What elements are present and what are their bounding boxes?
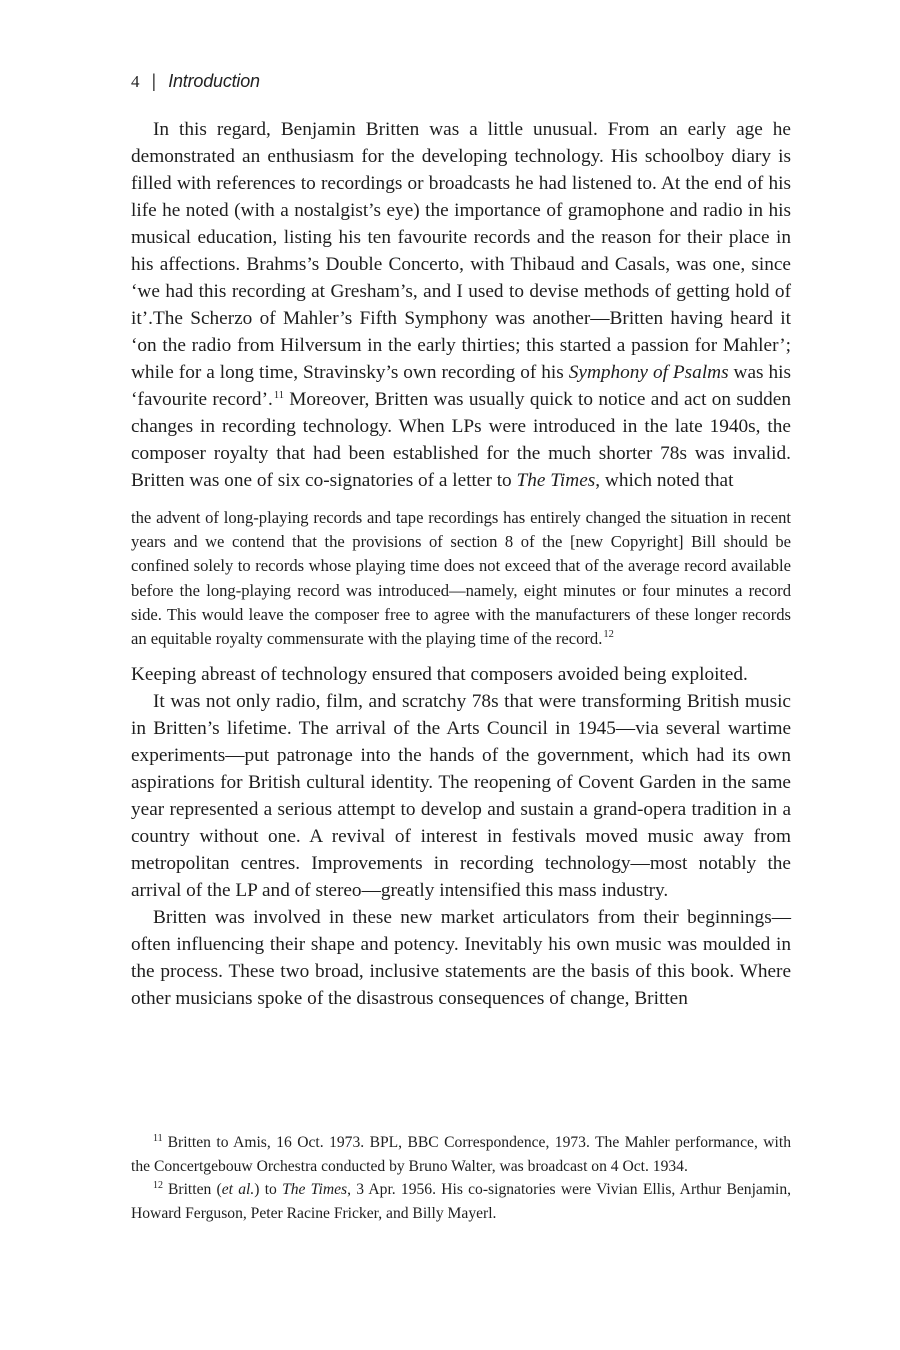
running-head	[131, 66, 791, 96]
book-page	[131, 66, 791, 1012]
block-quote-text	[131, 506, 791, 651]
header-separator: |	[151, 71, 157, 91]
block-quote	[131, 506, 791, 651]
newspaper-title-the-times: The Times	[282, 1181, 348, 1198]
footnote-text: ) to	[254, 1181, 283, 1198]
text-run: the advent of long-playing records and tape recordings has entirely changed the situation in recent years and we contend that the provisions of section 8 of the [new Copyright] Bill should be confined solely to records whose playing time does not exceed that of the average record available before the long-playing record was introduced—namely, eight minutes or four minutes a record side. This would leave the composer free to agree with the manufacturers of these longer records an equitable royalty commensurate with the playing time of the record.	[131, 508, 791, 649]
footnote-text: , 3 Apr. 1956. His co-signatories were Vivian Ellis, Arthur Benjamin, Howard Ferguson, Peter Racine Fricker, and Billy Mayerl.	[131, 1181, 792, 1222]
footnote-italic: et al.	[221, 1181, 255, 1198]
text-run: , which noted that	[595, 470, 734, 491]
newspaper-title-the-times: The Times	[516, 470, 596, 491]
footnote-ref-12[interactable]: 12	[603, 629, 614, 641]
text-run: was his ‘favourite record’.	[131, 362, 791, 410]
paragraph-4: Britten was involved in these new market articulators from their beginnings—often influencing their shape and potency. Inevitably his own music was moulded in the process. These two broad, inclusive statements are the basis of this book. Where other musicians spoke of the disastrous consequences of change, Britten	[131, 907, 791, 1010]
footnotes	[131, 1131, 791, 1225]
text-run: In this regard, Benjamin Britten was a little unusual. From an early age he demonstrated an enthusiasm for the developing technology. His schoolboy diary is filled with references to recordings or broadcasts he had listened to. At the end of his life he noted (with a nostalgist’s eye) the importance of gramophone and radio in his musical education, listing his ten favourite records and the reason for their place in his affections. Brahms’s Double Concerto, with Thibaud and Casals, was one, since ‘we had this recording at Gresham’s, and I used to devise methods of getting hold of it’.The Scherzo of Mahler’s Fifth Symphony was another—Britten having heard it ‘on the radio from Hilversum in the early thirties; this started a passion for Mahler’; while for a long time, Stravinsky’s own recording of his	[131, 119, 791, 383]
paragraph-2: Keeping abreast of technology ensured that composers avoided being exploited.	[131, 664, 748, 686]
text-run: Moreover, Britten was usually quick to notice and act on sudden changes in recording technology. When LPs were introduced in the late 1940s, the composer royalty that had been established for the much shorter 78s was invalid. Britten was one of six co-signatories of a letter to	[131, 389, 791, 491]
page-number: 4	[131, 72, 140, 91]
footnote-12	[131, 1178, 791, 1225]
footnote-ref-11[interactable]: 11	[273, 390, 284, 401]
work-title-symphony-of-psalms: Symphony of Psalms	[568, 362, 729, 383]
paragraph-3: It was not only radio, film, and scratchy 78s that were transforming British music in Britten’s lifetime. The arrival of the Arts Council in 1945—via several wartime experiments—put patronage into the hands of the government, which had its own aspirations for British cultural identity. The reopening of Covent Garden in the same year represented a serious attempt to develop and sustain a grand-opera tradition in a country without one. A revival of interest in festivals moved music away from metropolitan centres. Improvements in recording technology—most notably the arrival of the LP and of stereo—greatly intensified this mass industry.	[131, 691, 791, 902]
footnote-text: Britten (	[168, 1181, 222, 1198]
footnote-11	[131, 1131, 791, 1178]
footnote-text: Britten to Amis, 16 Oct. 1973. BPL, BBC Correspondence, 1973. The Mahler performance, with the Concertgebouw Orchestra conducted by Bruno Walter, was broadcast on 4 Oct. 1934.	[131, 1134, 791, 1175]
footnote-number: 11	[153, 1133, 163, 1144]
paragraph-1	[131, 116, 791, 494]
body-text	[131, 116, 791, 1012]
footnote-number: 12	[153, 1180, 163, 1191]
section-title: Introduction	[168, 71, 260, 91]
